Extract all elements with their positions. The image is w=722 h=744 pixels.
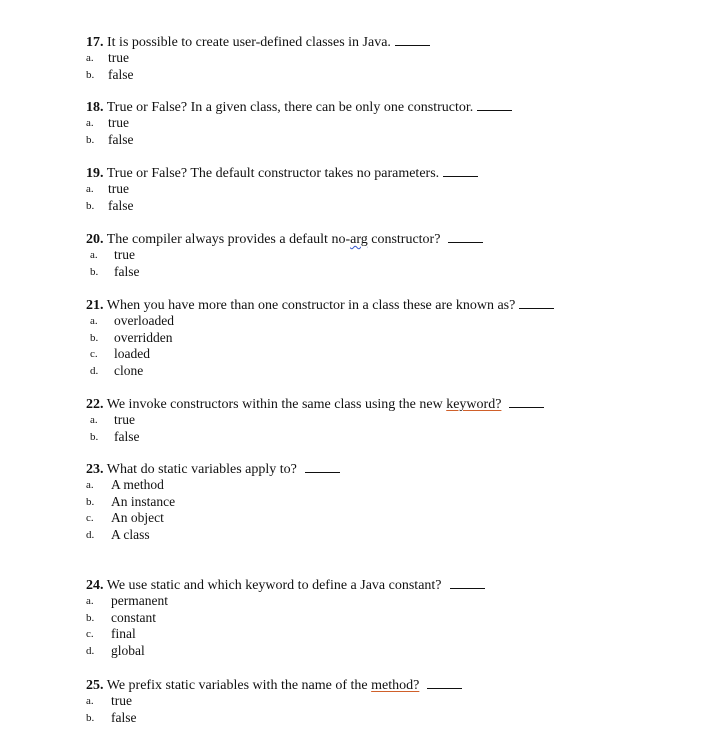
question-text	[86, 677, 462, 693]
option-letter: b.	[86, 133, 95, 146]
question-prompt: We prefix static variables with the name of the	[106, 678, 372, 693]
option-c[interactable]	[86, 510, 340, 527]
option-letter: b.	[86, 711, 95, 724]
option-b[interactable]	[86, 429, 544, 446]
option-b[interactable]	[86, 710, 462, 727]
question-prompt: True or False? In a given class, there can be only one constructor.	[106, 100, 474, 115]
option-text: An object	[111, 510, 164, 525]
option-text: true	[114, 247, 135, 262]
option-c[interactable]	[86, 626, 485, 643]
question-number: 23.	[86, 462, 104, 477]
option-text: true	[111, 693, 132, 708]
option-text: false	[108, 66, 134, 82]
option-letter: b.	[90, 265, 99, 278]
option-letter: c.	[90, 348, 98, 360]
question-prompt: What do static variables apply to?	[106, 462, 297, 477]
option-text: false	[114, 428, 140, 444]
option-a[interactable]	[86, 693, 462, 710]
answer-blank[interactable]	[427, 677, 462, 689]
answer-blank[interactable]	[305, 461, 340, 473]
option-text: false	[111, 709, 137, 725]
question-20	[86, 231, 483, 280]
question-prompt: We invoke constructors within the same class using the new	[106, 397, 447, 412]
option-letter: d.	[86, 528, 95, 541]
question-prompt: We use static and which keyword to define a Java constant?	[106, 578, 442, 593]
option-b[interactable]	[86, 264, 483, 281]
option-b[interactable]	[86, 132, 512, 149]
option-text: constant	[111, 609, 156, 625]
question-text	[86, 297, 554, 313]
option-text: overloaded	[114, 313, 174, 328]
option-letter: a.	[86, 183, 94, 195]
option-a[interactable]	[86, 313, 554, 330]
question-number: 22.	[86, 397, 104, 412]
option-b[interactable]	[86, 330, 554, 347]
option-b[interactable]	[86, 610, 485, 627]
question-number: 24.	[86, 578, 104, 593]
option-d[interactable]	[86, 643, 485, 660]
option-letter: a.	[90, 249, 98, 261]
answer-blank[interactable]	[477, 99, 512, 111]
option-letter: b.	[86, 199, 95, 212]
option-a[interactable]	[86, 247, 483, 264]
question-text	[86, 165, 478, 181]
option-text: overridden	[114, 329, 173, 345]
question-text	[86, 34, 430, 50]
option-a[interactable]	[86, 115, 512, 132]
option-b[interactable]	[86, 67, 430, 84]
answer-blank[interactable]	[519, 297, 554, 309]
option-a[interactable]	[86, 593, 485, 610]
option-text: A method	[111, 477, 164, 492]
option-text: false	[108, 197, 134, 213]
grammar-flagged-word: keyword?	[446, 397, 502, 412]
option-a[interactable]	[86, 477, 340, 494]
option-d[interactable]	[86, 363, 554, 380]
question-number: 18.	[86, 100, 104, 115]
question-prompt: The compiler always provides a default no-	[106, 232, 351, 247]
question-prompt: When you have more than one constructor in a class these are known as?	[106, 298, 516, 313]
option-text: clone	[114, 362, 144, 378]
question-24	[86, 577, 485, 659]
option-letter: a.	[90, 315, 98, 327]
option-letter: a.	[86, 595, 94, 607]
option-text: true	[114, 412, 135, 427]
option-letter: b.	[90, 331, 99, 344]
option-letter: a.	[86, 52, 94, 64]
question-number: 19.	[86, 166, 104, 181]
option-b[interactable]	[86, 494, 340, 511]
question-text	[86, 99, 512, 115]
answer-blank[interactable]	[395, 34, 430, 46]
option-letter: b.	[90, 430, 99, 443]
question-22	[86, 396, 544, 445]
question-25	[86, 677, 462, 726]
question-number: 25.	[86, 678, 104, 693]
grammar-flagged-word: method?	[371, 678, 420, 693]
answer-blank[interactable]	[448, 231, 483, 243]
option-letter: d.	[90, 364, 99, 377]
option-text: false	[108, 131, 134, 147]
option-a[interactable]	[86, 50, 430, 67]
question-23	[86, 461, 340, 543]
question-21	[86, 297, 554, 379]
option-text: global	[111, 642, 145, 658]
option-text: true	[108, 181, 129, 196]
option-letter: d.	[86, 644, 95, 657]
question-19	[86, 165, 478, 214]
question-prompt-end: constructor?	[367, 232, 441, 247]
question-number: 21.	[86, 298, 104, 313]
option-text: final	[111, 626, 136, 641]
option-c[interactable]	[86, 346, 554, 363]
question-prompt: It is possible to create user-defined classes in Java.	[107, 35, 391, 50]
question-number: 20.	[86, 232, 104, 247]
option-b[interactable]	[86, 198, 478, 215]
answer-blank[interactable]	[450, 577, 485, 589]
question-text	[86, 396, 544, 412]
question-18	[86, 99, 512, 148]
spellcheck-word: arg	[350, 232, 368, 247]
option-text: true	[108, 50, 129, 65]
question-number: 17.	[86, 35, 104, 50]
option-text: false	[114, 263, 140, 279]
question-17	[86, 34, 430, 83]
option-a[interactable]	[86, 181, 478, 198]
option-letter: c.	[86, 628, 94, 640]
option-letter: b.	[86, 68, 95, 81]
option-text: true	[108, 115, 129, 130]
option-letter: c.	[86, 512, 94, 524]
question-prompt: True or False? The default constructor takes no parameters.	[106, 166, 440, 181]
option-letter: a.	[86, 117, 94, 129]
option-text: loaded	[114, 346, 150, 361]
option-letter: a.	[90, 414, 98, 426]
option-letter: b.	[86, 611, 95, 624]
option-letter: a.	[86, 695, 94, 707]
option-letter: b.	[86, 495, 95, 508]
answer-blank[interactable]	[443, 165, 478, 177]
option-d[interactable]	[86, 527, 340, 544]
question-text	[86, 577, 485, 593]
answer-blank[interactable]	[509, 396, 544, 408]
option-text: A class	[111, 526, 150, 542]
question-text	[86, 461, 340, 477]
option-text: permanent	[111, 593, 168, 608]
option-a[interactable]	[86, 412, 544, 429]
option-letter: a.	[86, 479, 94, 491]
question-text	[86, 231, 483, 247]
option-text: An instance	[111, 493, 176, 509]
